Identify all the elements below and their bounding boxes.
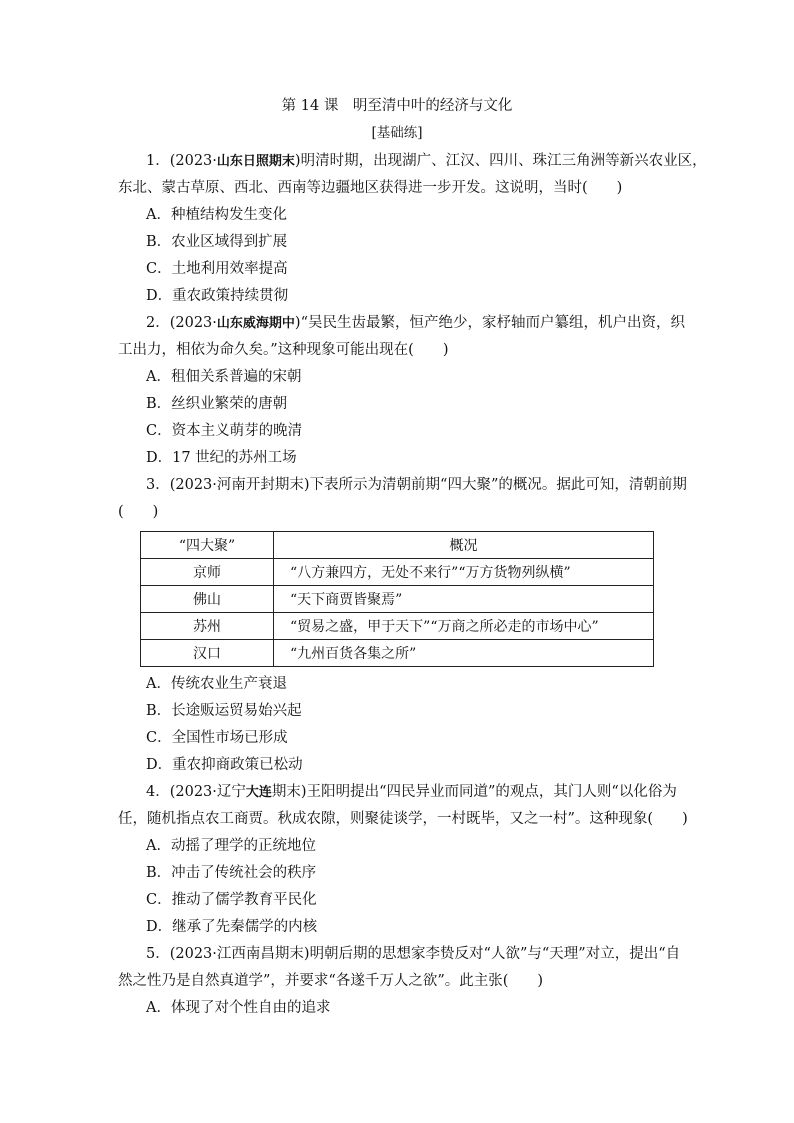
table-cell: 苏州 [141,613,274,640]
question-3: 3．(2023·河南开封期末)下表所示为清朝前期“四大聚”的概况。据此可知，清朝前期 ( ) “四大聚” 概况 京师 “八方兼四方，无处不来行”“万方货物列纵横” 佛山 “天下商贾皆聚焉” 苏州 “贸易之盛，甲于天下”“万商之所必走的市场中心” 汉口 “九州百货各集之所” A．传统农业生产衰退 B．长途贩运贸易始兴起 C．全国性市场已形成 D．重农抑商政策已松动 [118,472,686,779]
question-5: 5．(2023·江西南昌期末)明朝后期的思想家李贽反对“人欲”与“天理”对立，提出“自 然之性乃是自然真道学”，并要求“各遂千万人之欲”。此主张( ) A．体现了对个性自由的追求 [118,941,686,1022]
four-markets-table [140,531,654,667]
option-d: D．17 世纪的苏州工场 [146,450,297,466]
table-cell: 佛山 [141,586,274,613]
question-source: 山东威海期中 [216,316,295,331]
table-row [141,559,654,586]
table-row [141,613,654,640]
table-cell: 京师 [141,559,274,586]
option-c: C．土地利用效率提高 [146,261,288,277]
option-b: B．长途贩运贸易始兴起 [146,703,302,719]
option-c: C．资本主义萌芽的晚清 [146,423,303,439]
table-cell: “八方兼四方，无处不来行”“万方货物列纵横” [274,559,654,586]
table-row [141,640,654,667]
question-2: 2．(2023·山东威海期中)“吴民生齿最繁，恒产绝少，家杼轴而户纂组，机户出资，织 工出力，相依为命久矣。”这种现象可能出现在( ) A．租佃关系普遍的宋朝 B．丝织业繁荣的唐朝 C．资本主义萌芽的晚清 D．17 世纪的苏州工场 [118,310,686,472]
option-a: A．种植结构发生变化 [146,207,287,223]
question-4: 4．(2023·辽宁大连期末)王阳明提出“四民异业而同道”的观点，其门人则“以化俗为 任，随机指点农工商贾。秋成农隙，则聚徒谈学，一村既毕，又之一村”。这种现象( ) A．动摇了理学的正统地位 B．冲击了传统社会的秩序 C．推动了儒学教育平民化 D．继承了先秦儒学的内核 [118,779,686,941]
table-row [141,586,654,613]
option-d: D．重农政策持续贯彻 [146,288,289,304]
option-d: D．重农抑商政策已松动 [146,757,303,773]
table-cell: “贸易之盛，甲于天下”“万商之所必走的市场中心” [274,613,654,640]
question-source: 山东日照期末 [216,154,295,169]
question-source: 大连 [245,785,272,800]
option-a: A．传统农业生产衰退 [146,676,287,692]
option-b: B．农业区域得到扩展 [146,234,288,250]
table-header: “四大聚” [141,532,274,559]
option-d: D．继承了先秦儒学的内核 [146,919,318,935]
option-a: A．租佃关系普遍的宋朝 [146,369,302,385]
table-cell: 汉口 [141,640,274,667]
question-1: 1．(2023·山东日照期末)明清时期，出现湖广、江汉、四川、珠江三角洲等新兴农业区， 东北、蒙古草原、西北、西南等边疆地区获得进一步开发。这说明，当时( ) A．种植结构发生变化 B．农业区域得到扩展 C．土地利用效率提高 D．重农政策持续贯彻 [118,148,686,310]
option-b: B．丝织业繁荣的唐朝 [146,396,288,412]
lesson-title: 第 14 课 明至清中叶的经济与文化 [281,98,513,114]
question-list [118,148,707,1022]
option-c: C．全国性市场已形成 [146,730,288,746]
table-header: 概况 [274,532,654,559]
table-header-row [141,532,654,559]
table-cell: “九州百货各集之所” [274,640,654,667]
option-c: C．推动了儒学教育平民化 [146,892,317,908]
option-a: A．体现了对个性自由的追求 [146,1000,331,1016]
table-cell: “天下商贾皆聚焉” [274,586,654,613]
section-label: [基础练] [371,125,423,141]
option-a: A．动摇了理学的正统地位 [146,838,316,854]
option-b: B．冲击了传统社会的秩序 [146,865,317,881]
